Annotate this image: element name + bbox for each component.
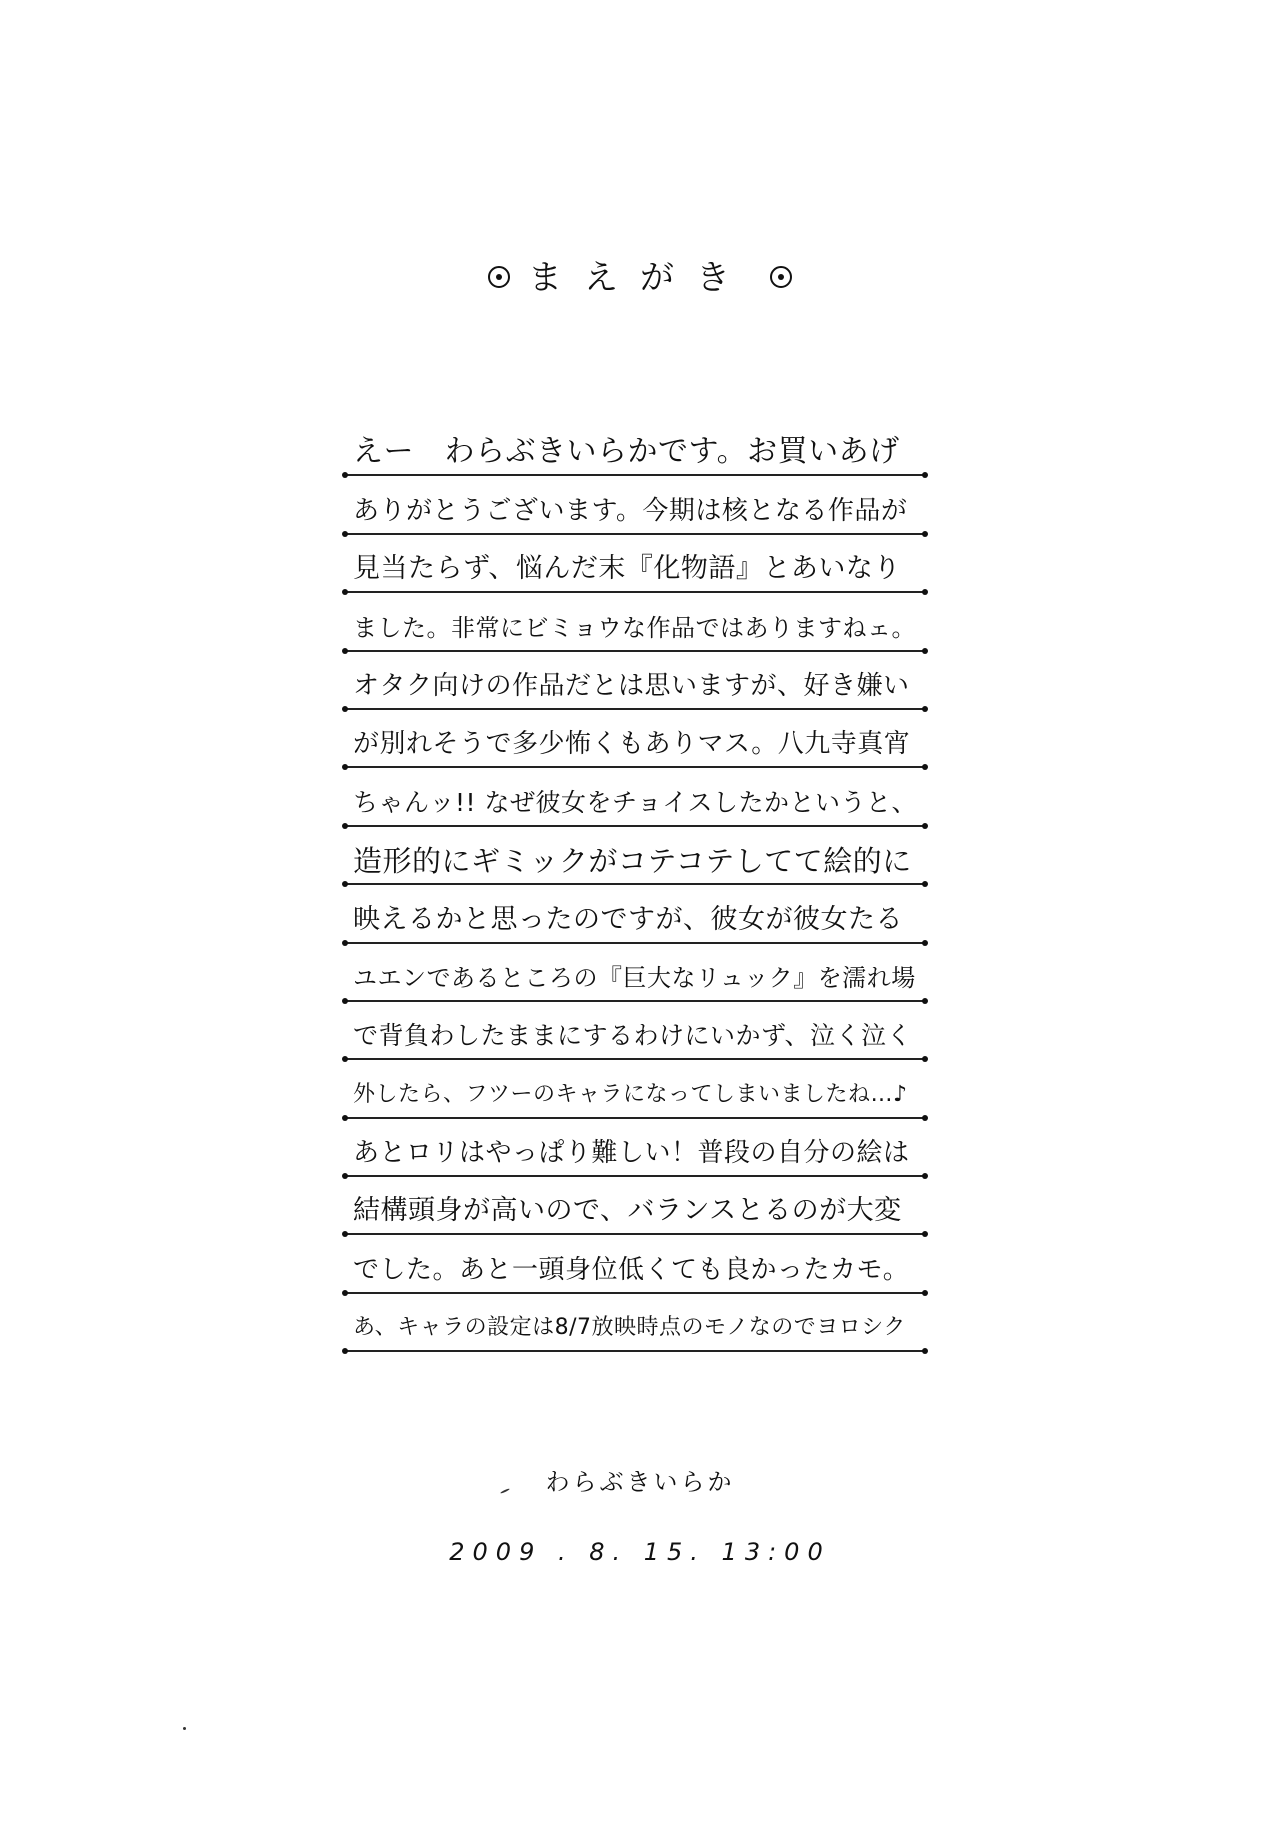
text-line — [345, 710, 925, 768]
page-title-text: まえがき — [528, 258, 752, 298]
text-line — [345, 1002, 925, 1060]
text-line — [345, 885, 925, 943]
left-circle-ornament-icon — [488, 266, 510, 288]
text-line-content: ました。非常にビミョウな作品ではありますねェ。 — [353, 613, 917, 642]
text-line — [345, 1060, 925, 1118]
date-stamp: 2009 . 8. 15. 13:00 — [449, 1538, 831, 1566]
text-line — [345, 1119, 925, 1177]
text-line — [345, 418, 925, 476]
text-line-content: 結構頭身が高いので、バランスとるのが大変 — [353, 1195, 902, 1227]
text-line-content: が別れそうで多少怖くもありマス。八九寺真宵 — [353, 729, 911, 760]
text-line-content: えー わらぶきいらかです。お買いあげ — [353, 434, 900, 470]
text-line-content: 見当たらず、悩んだ末『化物語』とあいなり — [353, 553, 901, 585]
page-title — [0, 250, 1280, 299]
text-line — [345, 768, 925, 826]
text-line — [345, 593, 925, 651]
text-line-content: あ、キャラの設定は8/7放映時点のモノなのでヨロシク — [353, 1315, 906, 1341]
stray-dot-mark — [183, 1727, 186, 1730]
text-line-content: ちゃんッ!! なぜ彼女をチョイスしたかというと、 — [353, 787, 917, 817]
text-line — [345, 827, 925, 885]
text-line — [345, 535, 925, 593]
ruled-line — [345, 1350, 925, 1352]
ruled-text-block — [345, 418, 925, 1352]
text-line-content: 外したら、フツーのキャラになってしまいましたね…♪ — [353, 1081, 908, 1107]
text-line-content: で背負わしたままにするわけにいかず、泣く泣く — [353, 1021, 913, 1051]
text-line — [345, 652, 925, 710]
text-line — [345, 476, 925, 534]
text-line-content: 映えるかと思ったのですが、彼女が彼女たる — [353, 903, 903, 935]
text-line-content: 造形的にギミックがコテコテしてて絵的に — [353, 844, 912, 879]
text-line-content: ありがとうございます。今期は核となる作品が — [353, 495, 908, 526]
text-line-content: でした。あと一頭身位低くても良かったカモ。 — [353, 1254, 910, 1285]
text-line-content: オタク向けの作品だとは思いますが、好き嫌い — [353, 670, 910, 701]
text-line-content: ユエンであるところの『巨大なリュック』を濡れ場 — [353, 963, 916, 992]
text-line — [345, 1235, 925, 1293]
text-line-content: あとロリはやっぱり難しい！普段の自分の絵は — [353, 1138, 910, 1169]
text-line — [345, 1294, 925, 1352]
text-line — [345, 944, 925, 1002]
author-signature: わらぶきいらか — [545, 1468, 735, 1496]
right-circle-ornament-icon — [770, 266, 792, 288]
text-line — [345, 1177, 925, 1235]
